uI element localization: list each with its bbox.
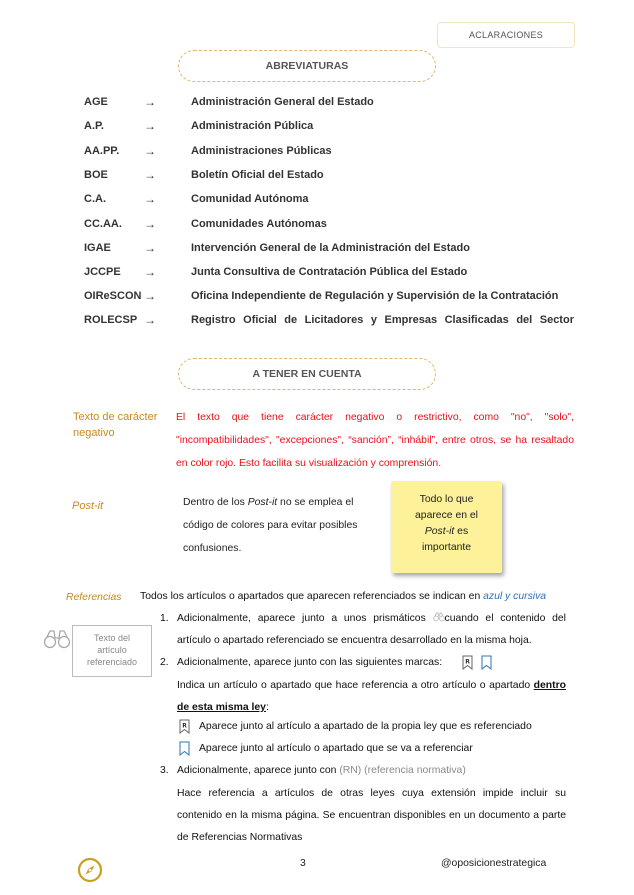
section-title-abbreviations: ABREVIATURAS bbox=[178, 50, 436, 82]
postit-label: Post-it bbox=[72, 500, 104, 512]
item3-text: Adicionalmente, aparece junto con bbox=[177, 765, 340, 776]
item-number: 3. bbox=[160, 765, 169, 776]
arrow-right-icon: → bbox=[144, 289, 156, 303]
arrow-right-icon: → bbox=[144, 217, 156, 231]
item2-desc-text: Indica un artículo o apartado que hace referencia a otro artículo o apartado bbox=[177, 680, 534, 691]
footer-handle: @oposicionestrategica bbox=[441, 858, 547, 869]
arrow-right-icon: → bbox=[144, 265, 156, 279]
postit-text-italic: Post-it bbox=[247, 497, 278, 508]
sticky-line: aparece en el bbox=[415, 510, 478, 521]
list-item bbox=[84, 266, 574, 284]
bookmark-filled-icon bbox=[462, 655, 473, 675]
abbr-code: CC.AA. bbox=[84, 218, 122, 230]
referenced-text-box bbox=[72, 625, 152, 677]
sticky-text: es bbox=[454, 526, 469, 537]
bookmark-filled-icon bbox=[179, 719, 190, 739]
abbr-definition: Comunidades Autónomas bbox=[191, 218, 327, 230]
abbr-code: JCCPE bbox=[84, 266, 121, 278]
arrow-right-icon: → bbox=[144, 313, 156, 327]
bookmark-outline-icon bbox=[179, 741, 190, 761]
references-intro-highlight: azul y cursiva bbox=[483, 591, 547, 602]
references-label: Referencias bbox=[66, 592, 122, 603]
arrow-right-icon: → bbox=[144, 95, 156, 109]
abbr-code: AA.PP. bbox=[84, 145, 120, 157]
svg-text:R: R bbox=[182, 722, 187, 730]
mark-1-description: Aparece junto al artículo a apartado de la propia ley que es referenciado bbox=[199, 721, 532, 732]
abbr-code: AGE bbox=[84, 96, 108, 108]
postit-text: no se emplea el código de colores para evitar posibles confusiones. bbox=[183, 497, 358, 554]
list-item bbox=[84, 120, 574, 138]
list-item bbox=[84, 169, 574, 187]
list-item bbox=[84, 96, 574, 114]
svg-text:R: R bbox=[465, 658, 470, 666]
reference-item-1 bbox=[177, 608, 566, 652]
arrow-right-icon: → bbox=[144, 119, 156, 133]
abbr-definition: Boletín Oficial del Estado bbox=[191, 169, 324, 181]
list-item bbox=[84, 193, 574, 211]
sticky-italic: Post-it bbox=[424, 526, 455, 537]
abbr-definition: Administraciones Públicas bbox=[191, 145, 332, 157]
arrow-right-icon: → bbox=[144, 144, 156, 158]
abbr-definition: Administración Pública bbox=[191, 120, 314, 132]
binoculars-icon bbox=[43, 629, 71, 654]
ref-box-line: referenciado bbox=[86, 657, 138, 667]
page-number: 3 bbox=[300, 858, 306, 869]
negative-label-line: Texto de carácter bbox=[73, 411, 158, 423]
reference-item-2 bbox=[177, 652, 442, 674]
abbr-code: ROLECSP bbox=[84, 314, 138, 326]
sticky-note bbox=[391, 481, 502, 573]
item3-rn-text: (RN) (referencia normativa) bbox=[339, 765, 466, 776]
compass-logo-icon bbox=[77, 857, 103, 888]
sticky-line: Todo lo que bbox=[419, 494, 474, 505]
item-number: 2. bbox=[160, 657, 169, 668]
sticky-line bbox=[391, 524, 502, 540]
binoculars-small-icon bbox=[433, 613, 445, 624]
negative-text-label bbox=[73, 409, 157, 441]
list-item bbox=[84, 145, 574, 163]
abbr-definition: Comunidad Autónoma bbox=[191, 193, 309, 205]
list-item bbox=[84, 242, 574, 260]
arrow-right-icon: → bbox=[144, 192, 156, 206]
ref-box-line: artículo bbox=[97, 645, 127, 655]
abbr-code: OIReSCON bbox=[84, 290, 142, 302]
abbr-code: BOE bbox=[84, 169, 108, 181]
list-item bbox=[84, 218, 574, 236]
references-intro-text: Todos los artículos o apartados que aparecen referenciados se indican en bbox=[140, 591, 484, 602]
sticky-line: importante bbox=[421, 542, 472, 553]
item2-desc-bold: dentro de esta misma ley bbox=[177, 680, 566, 713]
reference-item-2-desc bbox=[177, 675, 566, 719]
reference-item-3-desc: Hace referencia a artículos de otras leyes cuya extensión impide incluir su contenido en la misma página. Se encuentran disponibles en un documento a parte de Referencias Normativas bbox=[177, 788, 566, 843]
item2-text: Adicionalmente, aparece junto con las siguientes marcas: bbox=[177, 657, 443, 668]
mark-2-description: Aparece junto al artículo o apartado que se va a referenciar bbox=[199, 743, 473, 754]
postit-text: Dentro de los bbox=[183, 497, 248, 508]
references-intro bbox=[140, 591, 546, 602]
abbr-definition: Oficina Independiente de Regulación y Supervisión de la Contratación bbox=[191, 290, 559, 302]
negative-text-description: El texto que tiene carácter negativo o restrictivo, como "no", "solo", "incompatibilidades", "excepciones", “sanción”, “inhábil”, entre otros, se ha resaltado en color rojo. Esto facilita su visualización y comprensión. bbox=[176, 412, 574, 469]
abbr-definition: Registro Oficial de Licitadores y Empresas Clasificadas del Sector bbox=[191, 314, 574, 326]
item-number: 1. bbox=[160, 613, 169, 624]
abbr-definition: Junta Consultiva de Contratación Pública del Estado bbox=[191, 266, 468, 278]
abbr-code: C.A. bbox=[84, 193, 106, 205]
bookmark-outline-icon bbox=[481, 655, 492, 675]
abbr-definition: Intervención General de la Administración del Estado bbox=[191, 242, 470, 254]
list-item bbox=[84, 290, 574, 308]
ref-box-line: Texto del bbox=[93, 633, 131, 643]
item1-text: cuando el contenido del artículo o apartado referenciado se encuentra desarrollado en la misma hoja. bbox=[177, 613, 566, 646]
item2-desc-end: : bbox=[265, 702, 269, 713]
negative-label-line: negativo bbox=[73, 427, 115, 439]
section-title-attention: A TENER EN CUENTA bbox=[178, 358, 436, 390]
abbr-code: A.P. bbox=[84, 120, 104, 132]
abbr-definition: Administración General del Estado bbox=[191, 96, 374, 108]
arrow-right-icon: → bbox=[144, 241, 156, 255]
list-item bbox=[84, 314, 574, 332]
item1-text: Adicionalmente, aparece junto a unos prismáticos bbox=[177, 613, 433, 624]
abbr-code: IGAE bbox=[84, 242, 111, 254]
arrow-right-icon: → bbox=[144, 168, 156, 182]
header-tab-aclaraciones: ACLARACIONES bbox=[437, 22, 575, 48]
reference-item-3 bbox=[177, 760, 466, 782]
postit-description bbox=[183, 491, 383, 560]
